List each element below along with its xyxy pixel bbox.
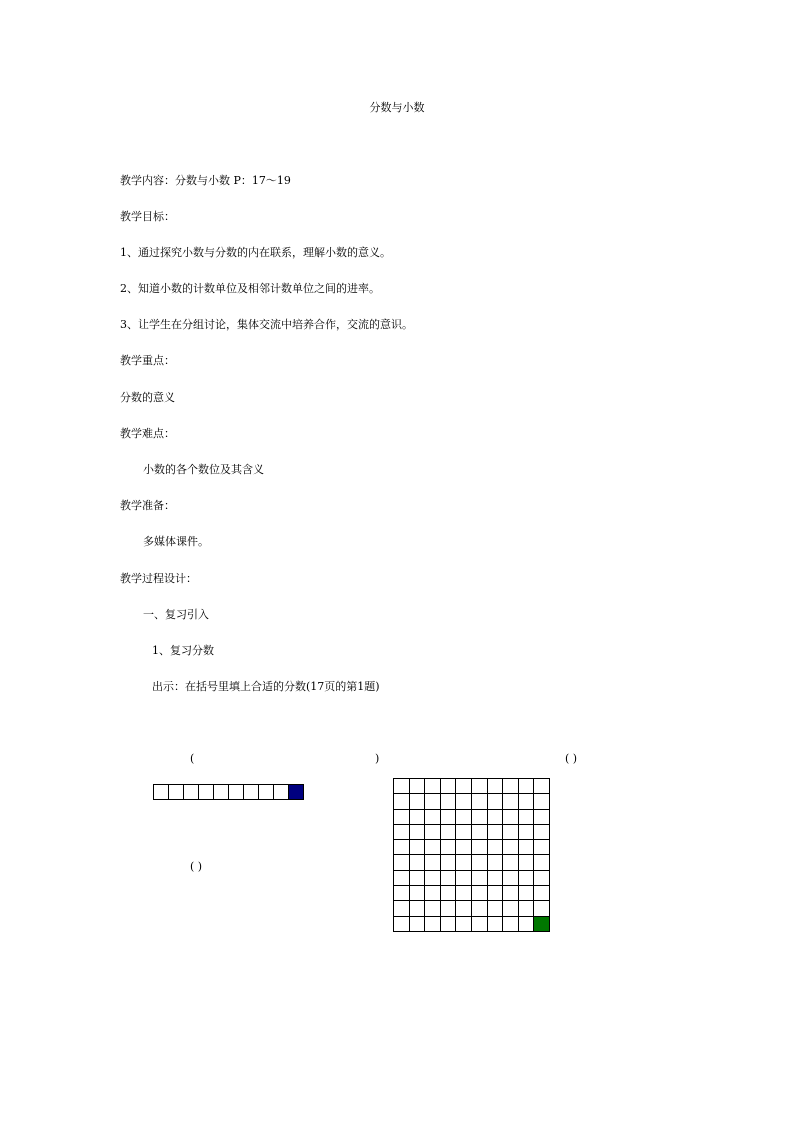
grid-cell: [472, 871, 488, 886]
grid-cell: [410, 794, 426, 809]
grid-cell: [410, 779, 426, 794]
strip-cell: [274, 784, 289, 800]
grid-cell: [519, 871, 535, 886]
grid-cell: [394, 794, 410, 809]
grid-cell: [441, 794, 457, 809]
grid-cell: [441, 855, 457, 870]
grid-cell: [488, 871, 504, 886]
grid-cell: [472, 901, 488, 916]
grid-cell: [519, 917, 535, 932]
grid-cell: [503, 840, 519, 855]
goal-2: 2、知道小数的计数单位及相邻计数单位之间的进率。: [120, 282, 380, 295]
grid-cell: [519, 886, 535, 901]
grid-cell: [456, 917, 472, 932]
grid-cell: [441, 886, 457, 901]
grid-cell: [534, 901, 550, 916]
grid-cell: [503, 779, 519, 794]
grid-cell: [425, 840, 441, 855]
grid-cell: [441, 871, 457, 886]
grid-cell: [472, 840, 488, 855]
grid-cell: [519, 794, 535, 809]
fraction-strip: [153, 784, 304, 800]
teaching-content: 教学内容：分数与小数 P：17～19: [120, 174, 291, 187]
grid-cell: [441, 901, 457, 916]
process-heading: 教学过程设计：: [120, 572, 197, 585]
strip-cell: [184, 784, 199, 800]
grid-cell: [456, 779, 472, 794]
grid-cell: [410, 855, 426, 870]
grid-cell: [394, 825, 410, 840]
grid-cell: [394, 779, 410, 794]
grid-cell: [456, 825, 472, 840]
grid-cell: [394, 840, 410, 855]
grid-cell: [425, 871, 441, 886]
grid-cell: [425, 794, 441, 809]
grid-cell: [503, 871, 519, 886]
strip-cell: [199, 784, 214, 800]
grid-cell: [456, 840, 472, 855]
grid-cell: [472, 779, 488, 794]
grid-cell: [456, 794, 472, 809]
grid-cell: [519, 840, 535, 855]
grid-cell: [394, 917, 410, 932]
grid-cell: [488, 855, 504, 870]
page-title: 分数与小数: [369, 101, 425, 114]
grid-cell: [488, 840, 504, 855]
grid-cell: [410, 810, 426, 825]
grid-cell: [410, 901, 426, 916]
grid-cell: [488, 779, 504, 794]
grid-cell: [503, 855, 519, 870]
strip-cell: [154, 784, 169, 800]
grid-cell: [425, 917, 441, 932]
grid-cell: [519, 855, 535, 870]
preparation-text: 多媒体课件。: [143, 535, 209, 548]
grid-cell: [410, 871, 426, 886]
grid-cell: [503, 825, 519, 840]
section-review-intro: 一、复习引入: [143, 608, 209, 621]
teaching-goals-heading: 教学目标：: [120, 210, 175, 223]
grid-cell: [534, 855, 550, 870]
grid-cell: [472, 886, 488, 901]
grid-cell: [441, 825, 457, 840]
strip-cell: [169, 784, 184, 800]
grid-cell: [488, 917, 504, 932]
grid-cell: [503, 886, 519, 901]
grid-cell: [534, 840, 550, 855]
grid-cell: [503, 810, 519, 825]
goal-1: 1、通过探究小数与分数的内在联系，理解小数的意义。: [120, 246, 391, 259]
grid-cell: [456, 886, 472, 901]
strip-answer-left-paren: (: [190, 752, 195, 765]
grid-cell: [410, 917, 426, 932]
grid-cell: [456, 855, 472, 870]
grid-cell: [456, 901, 472, 916]
grid-cell: [534, 871, 550, 886]
grid-cell: [425, 825, 441, 840]
strip-cell-shaded: [289, 784, 304, 800]
preparation-heading: 教学准备：: [120, 499, 175, 512]
hundred-grid: [393, 778, 550, 932]
grid-cell: [488, 794, 504, 809]
grid-cell: [472, 794, 488, 809]
goal-3: 3、让学生在分组讨论，集体交流中培养合作，交流的意识。: [120, 318, 413, 331]
grid-cell: [503, 917, 519, 932]
subsection-review-fractions: 1、复习分数: [152, 644, 214, 657]
grid-cell: [534, 794, 550, 809]
grid-cell: [534, 825, 550, 840]
strip-cell: [244, 784, 259, 800]
strip-cell: [229, 784, 244, 800]
grid-cell: [456, 810, 472, 825]
strip-answer-right-paren: ): [375, 752, 380, 765]
grid-cell: [425, 779, 441, 794]
grid-cell: [472, 825, 488, 840]
grid-cell: [519, 779, 535, 794]
exercise-instruction: 出示：在括号里填上合适的分数(17页的第1题): [152, 680, 380, 693]
grid-cell: [472, 810, 488, 825]
grid-cell: [503, 901, 519, 916]
grid-cell: [394, 855, 410, 870]
grid-cell: [394, 810, 410, 825]
difficulty-text: 小数的各个数位及其含义: [143, 463, 264, 476]
grid-cell: [534, 886, 550, 901]
grid-cell: [488, 901, 504, 916]
grid-answer-blank: ( ): [565, 752, 578, 765]
grid-cell: [519, 825, 535, 840]
grid-cell: [441, 779, 457, 794]
strip-cell: [259, 784, 274, 800]
grid-cell: [425, 810, 441, 825]
grid-cell: [441, 917, 457, 932]
grid-cell: [472, 917, 488, 932]
grid-cell: [488, 886, 504, 901]
grid-cell: [472, 855, 488, 870]
grid-cell-shaded: [534, 917, 550, 932]
grid-cell: [441, 810, 457, 825]
key-point-heading: 教学重点：: [120, 354, 175, 367]
grid-cell: [534, 810, 550, 825]
grid-cell: [441, 840, 457, 855]
grid-cell: [410, 840, 426, 855]
grid-cell: [410, 886, 426, 901]
strip-cell: [214, 784, 229, 800]
grid-cell: [488, 810, 504, 825]
lower-answer-blank: ( ): [190, 860, 203, 873]
grid-cell: [519, 901, 535, 916]
grid-cell: [394, 886, 410, 901]
grid-cell: [425, 855, 441, 870]
grid-cell: [425, 901, 441, 916]
grid-cell: [488, 825, 504, 840]
difficulty-heading: 教学难点：: [120, 427, 175, 440]
grid-cell: [394, 901, 410, 916]
grid-cell: [410, 825, 426, 840]
grid-cell: [519, 810, 535, 825]
grid-cell: [456, 871, 472, 886]
grid-cell: [503, 794, 519, 809]
grid-cell: [394, 871, 410, 886]
grid-cell: [425, 886, 441, 901]
key-point-text: 分数的意义: [120, 391, 175, 404]
grid-cell: [534, 779, 550, 794]
